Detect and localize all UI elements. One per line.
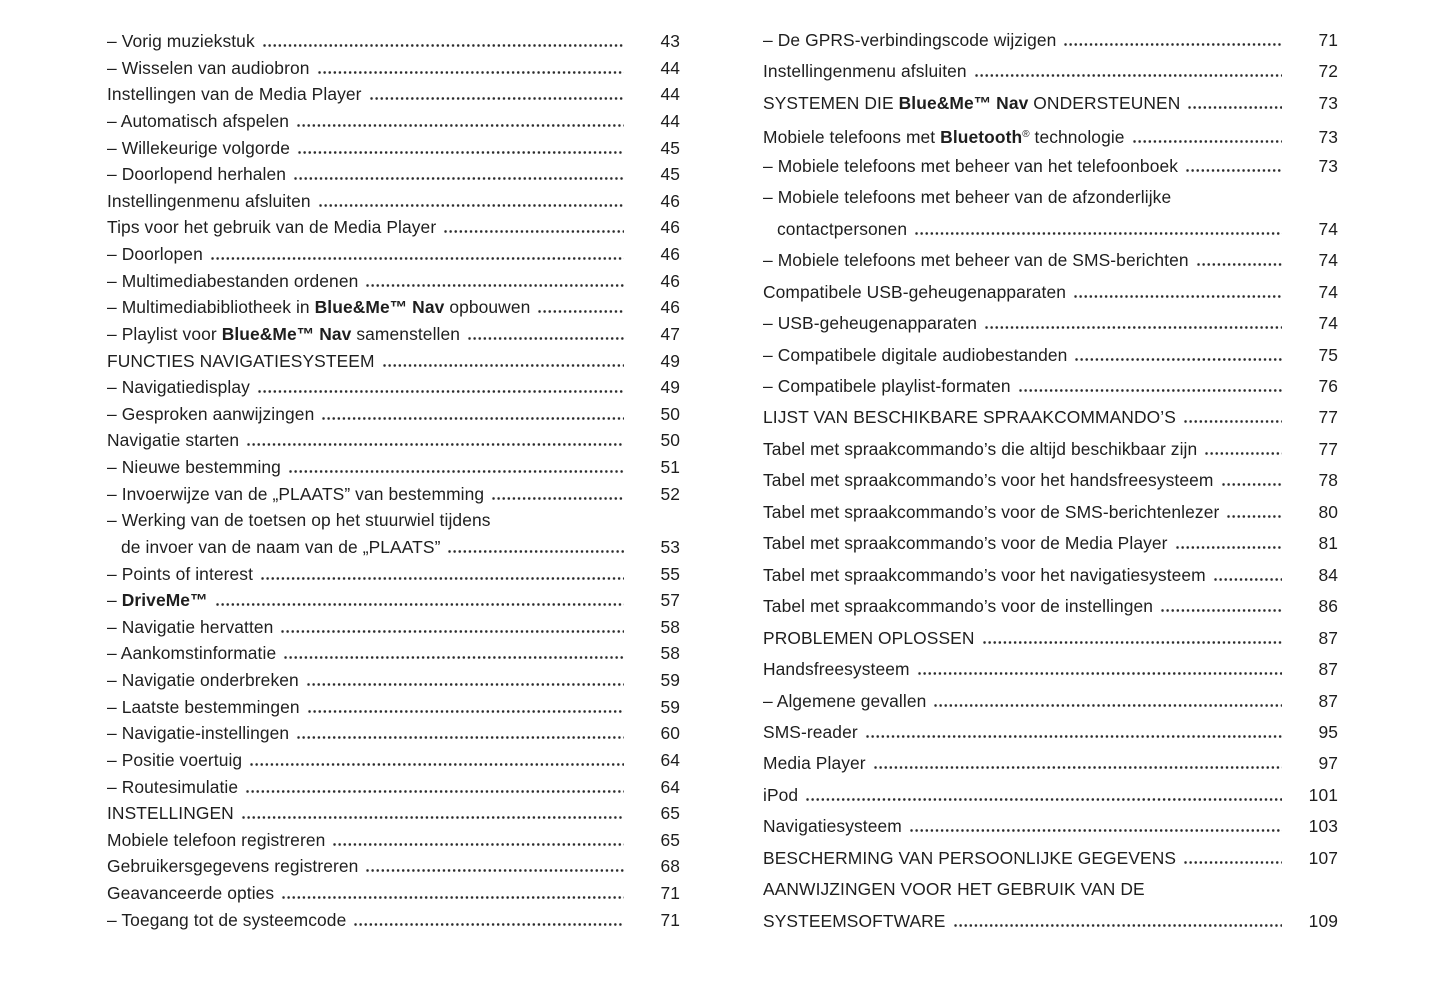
dot-leader: [257, 390, 624, 393]
dot-leader: [873, 766, 1282, 769]
toc-entry: [763, 874, 1338, 905]
toc-column-left: [107, 28, 680, 933]
toc-entry-title: – Playlist voor Blue&Me™ Nav samenstellen: [107, 323, 461, 344]
toc-entry-title: – Invoerwijze van de „PLAATS” van bestemming: [107, 483, 485, 504]
dot-leader: [260, 577, 624, 580]
toc-entry-title: – De GPRS-verbindingscode wijzigen: [763, 30, 1057, 50]
toc-entry: [763, 277, 1338, 308]
toc-entry-title: Navigatiesysteem: [763, 816, 902, 837]
toc-entry-title: contactpersonen: [777, 218, 908, 239]
dot-leader: [293, 177, 624, 180]
dot-leader: [1018, 389, 1282, 392]
toc-entry: [107, 907, 680, 934]
toc-entry-title: iPod: [763, 784, 799, 805]
page-number: 86: [1318, 596, 1338, 617]
toc-entry: [763, 182, 1338, 213]
toc-entry: [107, 481, 680, 508]
page-number: 64: [660, 749, 680, 770]
page-number: 45: [660, 137, 680, 158]
dot-leader: [365, 869, 624, 872]
page-number: 43: [660, 31, 680, 51]
toc-entry: [763, 780, 1338, 811]
page-number: 103: [1308, 816, 1338, 837]
toc-entry: [763, 686, 1338, 717]
page-number: 73: [1318, 155, 1338, 176]
toc-entry-title: – Werking van de toetsen op het stuurwiel tijdens: [107, 510, 491, 531]
dot-leader: [1213, 578, 1282, 581]
toc-entry-title: – Automatisch afspelen: [107, 110, 290, 131]
toc-entry-title: PROBLEMEN OPLOSSEN: [763, 627, 975, 648]
toc-entry: [107, 507, 680, 534]
toc-entry: [107, 268, 680, 295]
page-number: 74: [1318, 313, 1338, 334]
toc-entry-title: – Routesimulatie: [107, 776, 239, 797]
dot-leader: [1175, 546, 1282, 549]
toc-entry-title: – Algemene gevallen: [763, 690, 927, 711]
dot-leader: [1187, 106, 1282, 109]
page-number: 81: [1318, 533, 1338, 554]
toc-entry-title: – Multimediabibliotheek in Blue&Me™ Nav opbouwen: [107, 297, 531, 318]
page-number: 44: [660, 57, 680, 78]
dot-leader: [443, 230, 624, 233]
page-number: 109: [1308, 910, 1338, 931]
page-number: 87: [1318, 659, 1338, 680]
toc-entry: [107, 774, 680, 801]
dot-leader: [1073, 295, 1282, 298]
dot-leader: [1196, 263, 1282, 266]
toc-entry-title: – USB-geheugenapparaten: [763, 313, 978, 334]
toc-entry-title: SMS-reader: [763, 721, 858, 742]
toc-entry-title: – Points of interest: [107, 563, 254, 584]
page-number: 87: [1318, 690, 1338, 711]
toc-entry-title: Tabel met spraakcommando’s voor het handsfreesysteem: [763, 470, 1214, 491]
toc-entry: [107, 454, 680, 481]
dot-leader: [249, 763, 624, 766]
toc-entry: [107, 880, 680, 907]
toc-entry-title: Handsfreesysteem: [763, 659, 910, 680]
page-number: 49: [660, 350, 680, 371]
toc-entry-title: Tabel met spraakcommando’s voor het navigatiesysteem: [763, 564, 1206, 585]
dot-leader: [537, 310, 624, 313]
page-number: 77: [1318, 407, 1338, 428]
page-number: 87: [1318, 627, 1338, 648]
toc-entry: [763, 654, 1338, 685]
page-number: 60: [660, 723, 680, 744]
toc-entry-title: – Mobiele telefoons met beheer van de SMS-berichten: [763, 250, 1189, 271]
toc-entry: [107, 614, 680, 641]
toc-entry: [763, 151, 1338, 182]
toc-entry: [107, 534, 680, 561]
toc-entry: [107, 827, 680, 854]
toc-entry-title: Navigatie starten: [107, 430, 240, 451]
toc-entry-title: – Aankomstinformatie: [107, 643, 277, 664]
page-number: 78: [1318, 470, 1338, 491]
toc-entry-title: Gebruikersgegevens registreren: [107, 856, 359, 877]
page-number: 73: [1318, 127, 1338, 148]
dot-leader: [306, 683, 624, 686]
dot-leader: [1183, 420, 1282, 423]
dot-leader: [353, 923, 624, 926]
toc-entry-title: – Nieuwe bestemming: [107, 457, 281, 477]
page-number: 71: [1318, 30, 1338, 50]
toc-entry-title: – Mobiele telefoons met beheer van de afzonderlijke: [763, 187, 1172, 208]
page-number: 74: [1318, 250, 1338, 271]
dot-leader: [296, 736, 624, 739]
page-number: 59: [660, 670, 680, 690]
page-number: 71: [660, 909, 680, 930]
toc-entry-title: Tabel met spraakcommando’s voor de instellingen: [763, 596, 1154, 617]
toc-entry: [763, 560, 1338, 591]
dot-leader: [914, 232, 1282, 235]
page-number: 44: [660, 110, 680, 131]
dot-leader: [1160, 609, 1282, 612]
toc-entry: [763, 371, 1338, 402]
toc-entry: [107, 374, 680, 401]
dot-leader: [321, 417, 624, 420]
dot-leader: [297, 151, 624, 154]
toc-entry: [107, 241, 680, 268]
toc-entry-title: Instellingen van de Media Player: [107, 84, 362, 105]
page-number: 73: [1318, 92, 1338, 113]
dot-leader: [805, 798, 1282, 801]
toc-entry: [107, 161, 680, 188]
toc-entry: [763, 906, 1338, 937]
toc-entry: [107, 694, 680, 721]
dot-leader: [1132, 140, 1282, 143]
page-number: 50: [660, 430, 680, 451]
toc-entry-title: FUNCTIES NAVIGATIESYSTEEM: [107, 350, 375, 371]
toc-entry-title: – Doorlopen: [107, 244, 203, 264]
dot-leader: [210, 257, 624, 260]
toc-entry-title: Media Player: [763, 753, 866, 774]
toc-entry: [763, 811, 1338, 842]
toc-entry-title: Compatibele USB-geheugenapparaten: [763, 281, 1067, 302]
toc-entry-title: – Multimediabestanden ordenen: [107, 270, 359, 291]
dot-leader: [280, 630, 624, 633]
dot-leader: [1204, 452, 1282, 455]
page-number: 46: [660, 190, 680, 211]
page-number: 74: [1318, 281, 1338, 302]
dot-leader: [241, 816, 624, 819]
page-number: 46: [660, 297, 680, 318]
dot-leader: [318, 204, 624, 207]
dot-leader: [865, 735, 1282, 738]
toc-entry: [763, 748, 1338, 779]
toc-entry: [763, 119, 1338, 150]
toc-entry: [763, 402, 1338, 433]
toc-entry-title: – Vorig muziekstuk: [107, 31, 255, 51]
toc-entry-title: – Doorlopend herhalen: [107, 164, 287, 185]
page-number: 52: [660, 483, 680, 504]
page-number: 68: [660, 856, 680, 877]
toc-entry: [107, 28, 680, 55]
page-number: 65: [660, 803, 680, 824]
page-number: 44: [660, 84, 680, 105]
dot-leader: [283, 656, 624, 659]
toc-entry-title: – Navigatiedisplay: [107, 377, 250, 398]
page-number: 55: [660, 563, 680, 584]
toc-entry: [763, 434, 1338, 465]
toc-entry-title: Instellingenmenu afsluiten: [107, 190, 311, 211]
toc-entry: [107, 667, 680, 694]
dot-leader: [365, 284, 624, 287]
toc-entry-title: – Positie voertuig: [107, 749, 243, 770]
toc-entry: [107, 81, 680, 108]
toc-entry-title: SYSTEEMSOFTWARE: [763, 910, 946, 931]
toc-entry-title: AANWIJZINGEN VOOR HET GEBRUIK VAN DE: [763, 879, 1145, 900]
toc-entry-title: – Compatibele digitale audiobestanden: [763, 344, 1068, 365]
page-number: 77: [1318, 438, 1338, 459]
page-number: 97: [1318, 753, 1338, 774]
toc-entry: [107, 587, 680, 614]
toc-entry: [763, 465, 1338, 496]
page-number: 53: [660, 536, 680, 557]
toc-entry-title: – Wisselen van audiobron: [107, 57, 310, 78]
dot-leader: [909, 829, 1282, 832]
toc-entry: [107, 720, 680, 747]
toc-entry: [107, 135, 680, 162]
dot-leader: [933, 704, 1282, 707]
dot-leader: [447, 550, 624, 553]
dot-leader: [246, 443, 624, 446]
page-number: 47: [660, 323, 680, 344]
dot-leader: [245, 790, 624, 793]
page-number: 58: [660, 616, 680, 637]
toc-entry-title: INSTELLINGEN: [107, 803, 234, 824]
page-number: 65: [660, 829, 680, 850]
toc-entry: [107, 800, 680, 827]
toc-entry: [107, 348, 680, 375]
toc-entry-title: – Navigatie-instellingen: [107, 723, 290, 744]
dot-leader: [307, 710, 624, 713]
toc-entry: [763, 717, 1338, 748]
page-number: 71: [660, 883, 680, 903]
toc-entry-title: de invoer van de naam van de „PLAATS”: [121, 536, 441, 557]
toc-entry: [763, 591, 1338, 622]
toc-entry-title: – Compatibele playlist-formaten: [763, 375, 1011, 396]
dot-leader: [288, 470, 624, 473]
toc-entry: [763, 25, 1338, 56]
toc-entry-title: LIJST VAN BESCHIKBARE SPRAAKCOMMANDO’S: [763, 407, 1176, 428]
toc-entry: [107, 853, 680, 880]
toc-entry-title: – Mobiele telefoons met beheer van het telefoonboek: [763, 155, 1179, 176]
dot-leader: [262, 44, 624, 47]
page-number: 72: [1318, 61, 1338, 82]
page-number: 49: [660, 377, 680, 398]
dot-leader: [467, 337, 624, 340]
toc-entry-title: – Toegang tot de systeemcode: [107, 909, 347, 930]
toc-entry-title: Tabel met spraakcommando’s die altijd beschikbaar zijn: [763, 438, 1198, 459]
page-number: 46: [660, 270, 680, 291]
page-number: 101: [1308, 784, 1338, 805]
toc-entry-title: Tabel met spraakcommando’s voor de Media Player: [763, 533, 1168, 554]
toc-entry-title: – Willekeurige volgorde: [107, 137, 291, 158]
toc-entry: [763, 214, 1338, 245]
toc-entry: [107, 640, 680, 667]
toc-entry: [763, 497, 1338, 528]
dot-leader: [1226, 515, 1282, 518]
toc-entry-title: – DriveMe™: [107, 590, 208, 611]
dot-leader: [1185, 169, 1282, 172]
toc-entry: [107, 108, 680, 135]
dot-leader: [1074, 358, 1282, 361]
page-number: 59: [660, 696, 680, 717]
page-number: 46: [660, 244, 680, 264]
page-number: 50: [660, 403, 680, 424]
toc-entry: [763, 340, 1338, 371]
toc-column-right: [763, 25, 1338, 937]
toc-entry-title: – Navigatie onderbreken: [107, 670, 299, 690]
dot-leader: [1063, 43, 1282, 46]
page-number: 76: [1318, 375, 1338, 396]
dot-leader: [369, 97, 624, 100]
dot-leader: [296, 124, 624, 127]
page-number: 45: [660, 164, 680, 185]
toc-entry: [107, 401, 680, 428]
toc-entry: [107, 188, 680, 215]
page-number: 64: [660, 776, 680, 797]
page-number: 46: [660, 217, 680, 238]
toc-entry: [107, 214, 680, 241]
toc-entry: [107, 747, 680, 774]
page-number: 75: [1318, 344, 1338, 365]
dot-leader: [1183, 861, 1282, 864]
toc-entry-title: SYSTEMEN DIE Blue&Me™ Nav ONDERSTEUNEN: [763, 92, 1181, 113]
toc-entry: [763, 308, 1338, 339]
toc-entry: [763, 623, 1338, 654]
page-number: 84: [1318, 564, 1338, 585]
toc-entry-title: BESCHERMING VAN PERSOONLIJKE GEGEVENS: [763, 847, 1177, 868]
page-number: 95: [1318, 721, 1338, 742]
toc-entry-title: Geavanceerde opties: [107, 883, 275, 903]
dot-leader: [382, 364, 624, 367]
dot-leader: [491, 497, 624, 500]
dot-leader: [1221, 483, 1283, 486]
toc-entry-title: Mobiele telefoons met Bluetooth® technologie: [763, 127, 1125, 148]
toc-entry-title: Tips voor het gebruik van de Media Player: [107, 217, 437, 238]
dot-leader: [332, 843, 624, 846]
toc-entry-title: – Navigatie hervatten: [107, 616, 274, 637]
dot-leader: [917, 672, 1282, 675]
toc-entry: [763, 56, 1338, 87]
toc-entry: [107, 294, 680, 321]
dot-leader: [281, 896, 624, 899]
dot-leader: [982, 641, 1282, 644]
page-number: 74: [1318, 218, 1338, 239]
toc-entry-title: Mobiele telefoon registreren: [107, 829, 326, 850]
toc-entry: [107, 427, 680, 454]
toc-entry: [763, 528, 1338, 559]
toc-entry-title: – Laatste bestemmingen: [107, 696, 300, 717]
dot-leader: [974, 74, 1282, 77]
dot-leader: [317, 71, 624, 74]
dot-leader: [984, 326, 1282, 329]
toc-entry: [107, 55, 680, 82]
toc-entry-title: Tabel met spraakcommando’s voor de SMS-berichtenlezer: [763, 501, 1220, 522]
toc-entry: [763, 843, 1338, 874]
toc-entry: [107, 561, 680, 588]
dot-leader: [953, 924, 1282, 927]
toc-entry-title: Instellingenmenu afsluiten: [763, 61, 967, 82]
page-number: 58: [660, 643, 680, 664]
page-number: 51: [660, 457, 680, 477]
page-number: 107: [1308, 847, 1338, 868]
toc-entry: [107, 321, 680, 348]
toc-entry: [763, 88, 1338, 119]
page-number: 57: [660, 590, 680, 611]
dot-leader: [215, 603, 624, 606]
toc-entry: [763, 245, 1338, 276]
page-number: 80: [1318, 501, 1338, 522]
toc-entry-title: – Gesproken aanwijzingen: [107, 403, 315, 424]
